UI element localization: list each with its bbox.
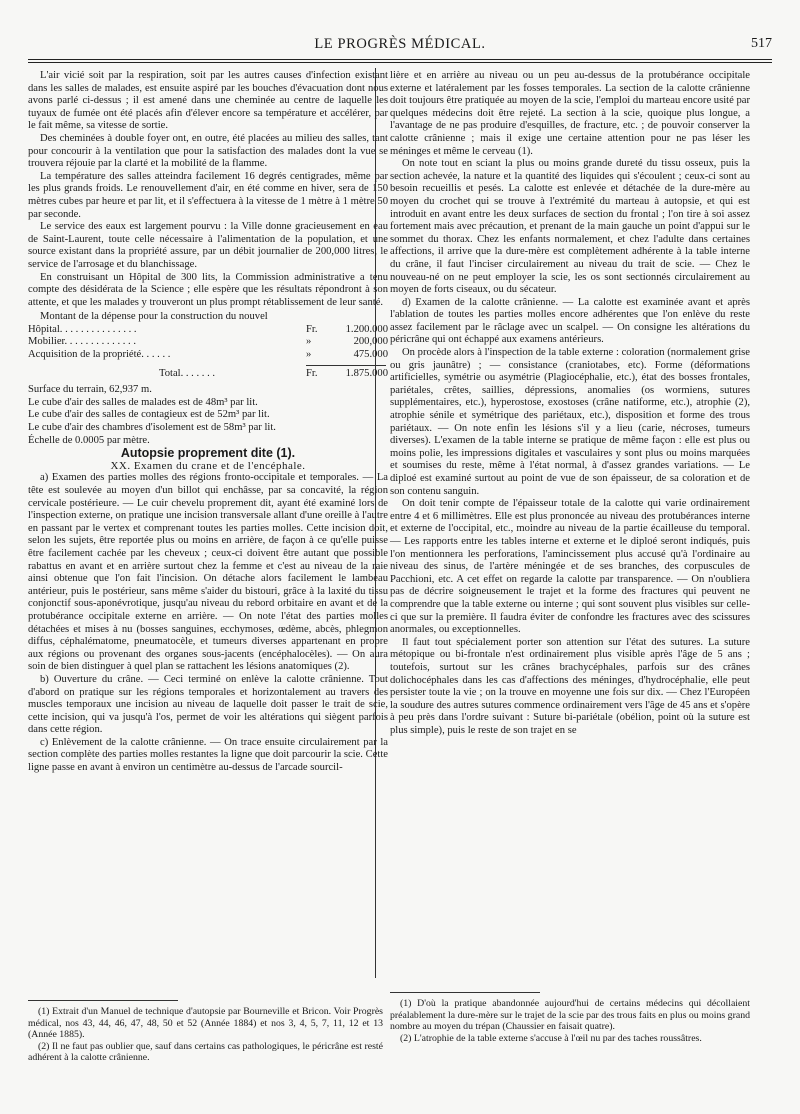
total-rule: [306, 365, 386, 366]
footnote: (2) L'atrophie de la table externe s'accuse à l'œil nu par des taches roussâtres.: [400, 1032, 702, 1044]
cost-unit: Fr.: [306, 323, 318, 335]
page-header: [28, 36, 772, 56]
footnote: (2) Il ne faut pas oublier que, sauf dans certains cas pathologiques, le péricrâne est resté adhérent à la calotte crânienne.: [28, 1040, 383, 1064]
paragraph: c) Enlèvement de la calotte crânienne. — On trace ensuite circulairement par la section complète des parties molles restantes la ligne que doit parcourir la scie. Cette ligne passe en avant à environ un centimètre au-dessus de l'arcade sourcil-: [28, 736, 388, 774]
footnote: (1) D'où la pratique abandonnée aujourd'hui de certains médecins qui décollaient préalablement la dure-mère sur le trajet de la scie par des trous faits en plus ou moins grand nombre au moyen du trépan (Chaussier en faisait quatre).: [390, 998, 750, 1033]
footnote-rule: [28, 1000, 178, 1001]
cost-label: Acquisition de la propriété. . . . . .: [28, 349, 171, 361]
total-label: Total. . . . . . .: [158, 367, 216, 379]
paragraph: a) Examen des parties molles des régions fronto-occipitale et temporales. — La tête est soulevée au moyen d'un billot qui enchâsse, par sa concavité, la région cervicale postérieure. — Le cuir chevelu proprement dit, ayant été examiné lors de l'inspection externe, on pratique une incision transversale allant d'une oreille à l'autre en passant par le vertex et comprenant toutes les parties molles. Cette incision doit, selon les sujets, être reportée plus ou moins en arrière, de façon à ce qu'elle puisse être facilement cachée par les cheveux ; ceux-ci doivent être autant que possible rabattus en avant et en arrière surtout chez la femme et c'est au niveau de la raie ainsi obtenue que l'on fait l'incision. On détache alors facilement le lambeau antérieur, puis le postérieur, sans même s'aider du bistouri, grâce à la laxité du tissu conjonctif sous-aponévrotique, jusqu'au niveau du rebord orbitaire en avant et de la protubérance occipitale externe en arrière. — On note l'état des parties molles détachées et mises à nu (bosses sanguines, ecchymoses, œdème, abcès, phlegmon diffus, céphalématome, pneumatocèle, et tumeurs diverses appartenant en propre aux régions ou provenant des organes sous-jacents (encéphalocèles). — On aura soin de bien distinguer à quel plan se rattachent les lésions anatomiques (2).: [28, 472, 388, 673]
statistics: [28, 384, 388, 447]
cost-value: 475.000: [353, 349, 388, 361]
footnote-rule: [390, 992, 540, 993]
paragraph: b) Ouverture du crâne. — Ceci terminé on enlève la calotte crânienne. Tout d'abord on pratique sur les régions temporales et horizontalement au travers des muscles temporaux une incision au niveau de laquelle doit passer le trait de scie, cette incision, qui va jusqu'à l'os, permet de voir les altérations qui siègent parfois dans cette région.: [28, 673, 388, 736]
cost-label: Mobilier. . . . . . . . . . . . . .: [28, 336, 136, 348]
cost-row: [28, 349, 388, 362]
stat-line: Échelle de 0.0005 par mètre.: [28, 434, 150, 446]
stat-line: Surface du terrain, 62,937 m.: [28, 384, 152, 396]
cost-intro: Montant de la dépense pour la construction du nouvel: [40, 311, 268, 323]
cost-unit: »: [306, 349, 312, 361]
paragraph: L'air vicié soit par la respiration, soit par les autres causes d'infection existant dans les salles de malades, est ensuite aspiré par les bouches d'évacuation dont nous avons parlé ci-dessus ; il est amené dans une cheminée au centre de laquelle les tuyaux de fumée ont été placés afin d'élever encore sa température et accélérer, par le fait même, sa vitesse de sortie.: [28, 70, 388, 132]
paragraph: La température des salles atteindra facilement 16 degrés centigrades, même par les plus grands froids. Le renouvellement d'air, en été comme en hiver, sera de 150 mètres cubes par heure et par lit, et il s'effectuera à la vitesse de 1 mètre à 1 mètre 50 par seconde.: [28, 170, 388, 220]
paragraph: Il faut tout spécialement porter son attention sur l'état des sutures. La suture métopique ou bi-frontale n'est ordinairement plus visible après l'âge de 5 ans ; toutefois, surtout sur les crânes brachycéphales, parfois sur des crânes dolichocéphales dans les cas d'affections des méninges, d'hydrocéphalie, elle peut persister toute la vie ; on la trouve en moyenne une fois sur dix. — Chez l'Européen la soudure des autres sutures commence ordinairement vers l'âge de 45 ans et s'opère à peu près dans l'ordre suivant : Suture bi-pariétale (obélion, point où la suture est plus simple), puis le reste de son trajet en se: [390, 636, 750, 736]
header-rule: [28, 59, 772, 60]
paragraph: En construisant un Hôpital de 300 lits, la Commission administrative a tenu compte des désidérata de la Science ; elle espère que les résultats répondront à son attente, et que les malades y trouveront un plus prompt rétablissement de leur santé.: [28, 271, 388, 308]
stat-line: Le cube d'air des chambres d'isolement est de 58m³ par lit.: [28, 422, 276, 434]
left-column: [28, 70, 388, 775]
journal-title: LE PROGRÈS MÉDICAL.: [314, 36, 486, 52]
cost-total-row: [28, 368, 388, 381]
paragraph: Le service des eaux est largement pourvu : la Ville donne gracieusement en eau de Saint-Laurent, toute celle nécessaire à l'alimentation de la population, et une source existant dans la propriété assure, par un débit journalier de 200,000 litres, le service de l'arrosage et du blanchissage.: [28, 221, 388, 270]
total-unit: Fr.: [306, 367, 318, 379]
paragraph: lière et en arrière au niveau ou un peu au-dessus de la protubérance occipitale externe et latéralement par les fosses temporales. La section de la calotte crânienne doit toujours être pratiquée au moyen de la scie, l'emploi du marteau encore usité par quelques médecins doit être rejeté. La section à la scie, quoique plus longue, a l'avantage de ne pas produire d'esquilles, de fracture, etc. ; de pouvoir conserver la calotte crânienne ; mais il exige une certaine attention pour ne pas léser les méninges et même le cerveau (1).: [390, 70, 750, 157]
cost-label: Hôpital. . . . . . . . . . . . . . .: [28, 323, 137, 335]
cost-row: [28, 336, 388, 349]
header-rule-double: [28, 62, 772, 63]
cost-table: [28, 311, 388, 380]
right-footnotes: [390, 998, 750, 1044]
stat-line: Le cube d'air des salles de malades est de 48m³ par lit.: [28, 396, 258, 408]
left-footnotes: [28, 1006, 383, 1064]
page-number: 517: [751, 36, 772, 51]
paragraph: d) Examen de la calotte crânienne. — La calotte est examinée avant et après l'ablation de toutes les parties molles encore adhérentes que l'on enlève du reste assez facilement par le râclage avec un scalpel. — On consigne les altérations du péricrâne qui ont échappé aux examens antérieurs.: [390, 296, 750, 346]
paragraph: On doit tenir compte de l'épaisseur totale de la calotte qui varie ordinairement entre 4 et 6 millimètres. Elle est plus prononcée au niveau des protubérances interne et externe de l'occipital, etc., moindre au niveau de la partie écailleuse du temporal. — Les rapports entre les tables interne et externe et le diploé seront indiqués, puis l'on mentionnera les perforations, l'amincissement plus accusé qu'à l'ordinaire au niveau des sinus, de l'artère méningée et de ses branches, des corpuscules de Pacchioni, etc. A cet effet on regarde la calotte par transparence. — On n'oubliera pas de décrire soigneusement le trajet et la forme des fractures qui peuvent ne comprendre que la table externe ou interne ; qui sont souvent plus visibles sur celle-ci que sur la première. Il faudra éviter de confondre les fractures avec des scissures anormales, ou exceptionnelles.: [390, 498, 750, 636]
cost-value: 1.200.000: [345, 323, 388, 335]
paragraph: Des cheminées à double foyer ont, en outre, été placées au milieu des salles, tant pour concourir à la ventilation que pour la satisfaction des malades dont la vue se trouvera réjouie par la clarté et la mobilité de la flamme.: [28, 132, 388, 170]
chapter-title: XX. Examen du crane et de l'encéphale.: [110, 459, 306, 472]
total-value: 1.875.000: [345, 367, 388, 379]
stat-line: Le cube d'air des salles de contagieux est de 52m³ par lit.: [28, 409, 270, 421]
cost-row: [28, 324, 388, 337]
footnote: (1) Extrait d'un Manuel de technique d'autopsie par Bourneville et Bricon. Voir Progrès médical, nos 43, 44, 46, 47, 48, 50 et 52 (Année 1884) et nos 3, 4, 5, 7, 11, 12 et 13 (Année 1885).: [28, 1006, 383, 1041]
section-title: Autopsie proprement dite (1).: [120, 446, 296, 461]
paragraph: On note tout en sciant la plus ou moins grande dureté du tissu osseux, puis la section achevée, la nature et la quantité des liquides qui s'écoulent ; ceux-ci sont au besoin recueillis et pesés. La calotte est enlevée et détachée de la dure-mère au moyen du crochet qui se trouve à l'extrémité du marteau à autopsie, et qui est introduit en avant entre les deux surfaces de section du frontal ; l'on tire à soi assez fortement mais avec précaution, et prenant de la main gauche un point d'appui sur le sommet du thorax. Chez les enfants normalement, et chez l'adulte dans certaines affections, il arrive que la dure-mère est complètement adhérente à la table interne du crâne, il faut l'inciser circulairement au niveau du trait de scie. — Chez le nouveau-né on ne peut employer la scie, les os sont sectionnés circulairement au moyen de forts ciseaux, ou du sécateur.: [390, 158, 750, 296]
right-column: [390, 70, 750, 737]
cost-unit: »: [306, 336, 312, 348]
paragraph: On procède alors à l'inspection de la table externe : coloration (normalement grise ou gris jaunâtre) ; — consistance (craniotabes, etc). Forme (déformations artificielles, symétrie ou asymétrie (Plagiocéphalie, etc.), état des bosses frontales, pariétales, crêtes, saillies, dépressions, anomalies (os wormiens, sutures supplémentaires, etc.), hyperostose, exostoses (crâne natiforme, etc.), atrophie (2), atrophie sénile et symétrique des pariétaux, etc.), disposition et forme des trous pariétaux. — On note enfin les lésions s'il y a lieu (carie, nécroses, tumeurs diverses). L'examen de la table interne se pratique de même façon : elle est plus ou moins polie, les impressions digitales et vasculaires y sont plus ou moins marquées et soumises du reste, même à l'état normal, à d'assez grandes variations. — Le diploé est examiné surtout au point de vue de son épaisseur, de sa coloration et de son contenu sanguin.: [390, 347, 750, 497]
cost-value: 200,000: [353, 336, 388, 348]
